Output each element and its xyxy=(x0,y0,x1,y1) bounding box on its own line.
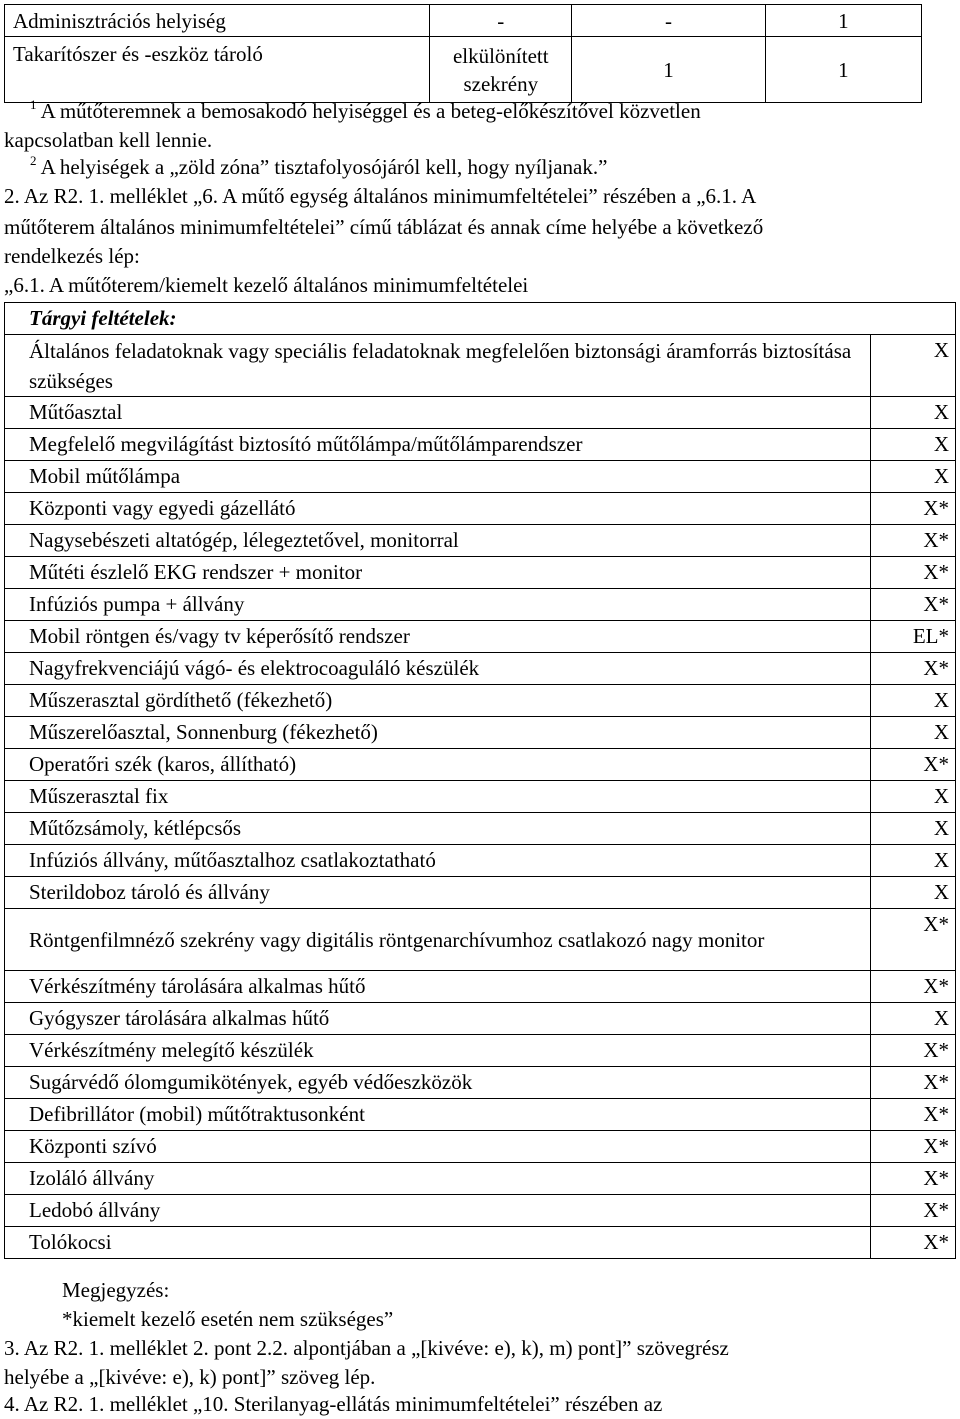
table-row xyxy=(5,813,956,845)
amendment-3-line: 3. Az R2. 1. melléklet 2. pont 2.2. alpontjában a „[kivéve: e), k), m) pont]” szövegrész xyxy=(4,1336,729,1360)
equipment-item: Vérkészítmény tárolására alkalmas hűtő xyxy=(5,971,871,1003)
note-label: Megjegyzés: xyxy=(62,1278,170,1302)
room-cell: elkülönített szekrény xyxy=(430,37,572,103)
requirement-value: X* xyxy=(871,653,956,685)
footnote-1-cont: kapcsolatban kell lennie. xyxy=(4,128,213,152)
footnote-2 xyxy=(30,153,960,182)
equipment-item: Mobil röntgen és/vagy tv képerősítő rendszer xyxy=(5,621,871,653)
section-title: „6.1. A műtőterem/kiemelt kezelő általános minimumfeltételei xyxy=(4,273,529,297)
requirement-value: X xyxy=(871,461,956,493)
requirement-value: EL* xyxy=(871,621,956,653)
table-row xyxy=(5,717,956,749)
requirement-value: X* xyxy=(871,1163,956,1195)
requirement-value: X* xyxy=(871,1099,956,1131)
requirement-value: X* xyxy=(871,589,956,621)
table-row xyxy=(5,877,956,909)
table-row xyxy=(5,589,956,621)
equipment-item: Sugárvédő ólomgumikötények, egyéb védőeszközök xyxy=(5,1067,871,1099)
table-row xyxy=(5,1035,956,1067)
equipment-item: Operatőri szék (karos, állítható) xyxy=(5,749,871,781)
equipment-item: Műtéti észlelő EKG rendszer + monitor xyxy=(5,557,871,589)
requirement-value: X xyxy=(871,813,956,845)
equipment-item: Mobil műtőlámpa xyxy=(5,461,871,493)
table-row xyxy=(5,621,956,653)
footnote-mark: 1 xyxy=(30,97,37,112)
equipment-item: Nagysebészeti altatógép, lélegeztetővel, monitorral xyxy=(5,525,871,557)
table-row xyxy=(5,1163,956,1195)
equipment-item: Gyógyszer tárolására alkalmas hűtő xyxy=(5,1003,871,1035)
requirement-value: X* xyxy=(871,1067,956,1099)
table-row xyxy=(5,653,956,685)
equipment-item: Tolókocsi xyxy=(5,1227,871,1259)
requirement-value: X* xyxy=(871,749,956,781)
equipment-item: Műtőasztal xyxy=(5,397,871,429)
equipment-item: Műszerasztal gördíthető (fékezhető) xyxy=(5,685,871,717)
requirement-value: X* xyxy=(871,493,956,525)
amendment-2-line: 2. Az R2. 1. melléklet „6. A műtő egység általános minimumfeltételei” részében a „6.1. A xyxy=(4,184,757,208)
table-row xyxy=(5,749,956,781)
table-row xyxy=(5,557,956,589)
requirement-value: X xyxy=(871,877,956,909)
table-row xyxy=(5,1003,956,1035)
table-row xyxy=(5,1099,956,1131)
table-row xyxy=(5,971,956,1003)
requirement-value: X xyxy=(871,429,956,461)
requirement-value: X* xyxy=(871,971,956,1003)
requirement-value: X* xyxy=(871,1195,956,1227)
equipment-item: Infúziós pumpa + állvány xyxy=(5,589,871,621)
equipment-item: Defibrillátor (mobil) műtőtraktusonként xyxy=(5,1099,871,1131)
requirement-value: X* xyxy=(871,525,956,557)
equipment-item: Megfelelő megvilágítást biztosító műtőlámpa/műtőlámparendszer xyxy=(5,429,871,461)
table-row xyxy=(5,429,956,461)
requirement-value: X* xyxy=(871,1227,956,1259)
equipment-item: Ledobó állvány xyxy=(5,1195,871,1227)
requirement-value: X* xyxy=(871,1131,956,1163)
table-row xyxy=(5,397,956,429)
equipment-item: Műtőzsámoly, kétlépcsős xyxy=(5,813,871,845)
table-row xyxy=(5,1067,956,1099)
requirement-value: X xyxy=(871,717,956,749)
equipment-item: Vérkészítmény melegítő készülék xyxy=(5,1035,871,1067)
table-row xyxy=(5,1195,956,1227)
footnote-mark: 2 xyxy=(30,153,37,168)
equipment-item: Infúziós állvány, műtőasztalhoz csatlakoztatható xyxy=(5,845,871,877)
room-name: Takarítószer és -eszköz tároló xyxy=(5,37,430,103)
amendment-3-line: helyébe a „[kivéve: e), k) pont]” szöveg lép. xyxy=(4,1365,376,1389)
note-text: *kiemelt kezelő esetén nem szükséges” xyxy=(62,1307,394,1331)
equipment-item: Általános feladatoknak vagy speciális feladatoknak megfelelően biztonsági áramforrás biztosítása szükséges xyxy=(5,335,871,397)
requirement-value: X xyxy=(871,845,956,877)
room-table xyxy=(4,4,922,103)
table-row xyxy=(5,685,956,717)
equipment-item: Központi szívó xyxy=(5,1131,871,1163)
table-row xyxy=(5,5,922,37)
table-row xyxy=(5,461,956,493)
amendment-4-line: 4. Az R2. 1. melléklet „10. Sterilanyag-ellátás minimumfeltételei” részében az xyxy=(4,1392,663,1416)
room-name: Adminisztrációs helyiség xyxy=(5,5,430,37)
requirement-value: X xyxy=(871,335,956,397)
equipment-item: Sterildoboz tároló és állvány xyxy=(5,877,871,909)
amendment-2-line: rendelkezés lép: xyxy=(4,244,140,268)
requirement-value: X xyxy=(871,685,956,717)
footnote-text: A műtőteremnek a bemosakodó helyiséggel és a beteg-előkészítővel közvetlen xyxy=(40,99,701,123)
room-cell: 1 xyxy=(765,5,921,37)
requirement-value: X xyxy=(871,781,956,813)
table-row xyxy=(5,845,956,877)
table-row xyxy=(5,781,956,813)
table-row xyxy=(5,493,956,525)
footnote-text: A helyiségek a „zöld zóna” tisztafolyosójáról kell, hogy nyíljanak.” xyxy=(40,155,608,179)
equipment-item: Műszerasztal fix xyxy=(5,781,871,813)
room-cell: - xyxy=(430,5,572,37)
requirement-value: X* xyxy=(871,909,956,971)
requirement-value: X xyxy=(871,1003,956,1035)
equipment-item: Műszerelőasztal, Sonnenburg (fékezhető) xyxy=(5,717,871,749)
amendment-2-line: műtőterem általános minimumfeltételei” című táblázat és annak címe helyébe a következő xyxy=(4,215,764,239)
footnote-1 xyxy=(30,97,960,126)
table-header-row xyxy=(5,303,956,335)
requirement-value: X* xyxy=(871,1035,956,1067)
table-row xyxy=(5,909,956,971)
table-row xyxy=(5,525,956,557)
requirement-value: X xyxy=(871,397,956,429)
table-heading-blank xyxy=(871,303,956,335)
room-cell: - xyxy=(572,5,765,37)
table-row xyxy=(5,335,956,397)
equipment-item: Nagyfrekvenciájú vágó- és elektrocoaguláló készülék xyxy=(5,653,871,685)
table-heading: Tárgyi feltételek: xyxy=(5,303,871,335)
table-row xyxy=(5,1131,956,1163)
requirements-table xyxy=(4,302,956,1259)
equipment-item: Izoláló állvány xyxy=(5,1163,871,1195)
room-cell: 1 xyxy=(765,37,921,103)
requirement-value: X* xyxy=(871,557,956,589)
table-row xyxy=(5,1227,956,1259)
table-row xyxy=(5,37,922,103)
equipment-item: Röntgenfilmnéző szekrény vagy digitális röntgenarchívumhoz csatlakozó nagy monitor xyxy=(5,909,871,971)
room-cell: 1 xyxy=(572,37,765,103)
equipment-item: Központi vagy egyedi gázellátó xyxy=(5,493,871,525)
